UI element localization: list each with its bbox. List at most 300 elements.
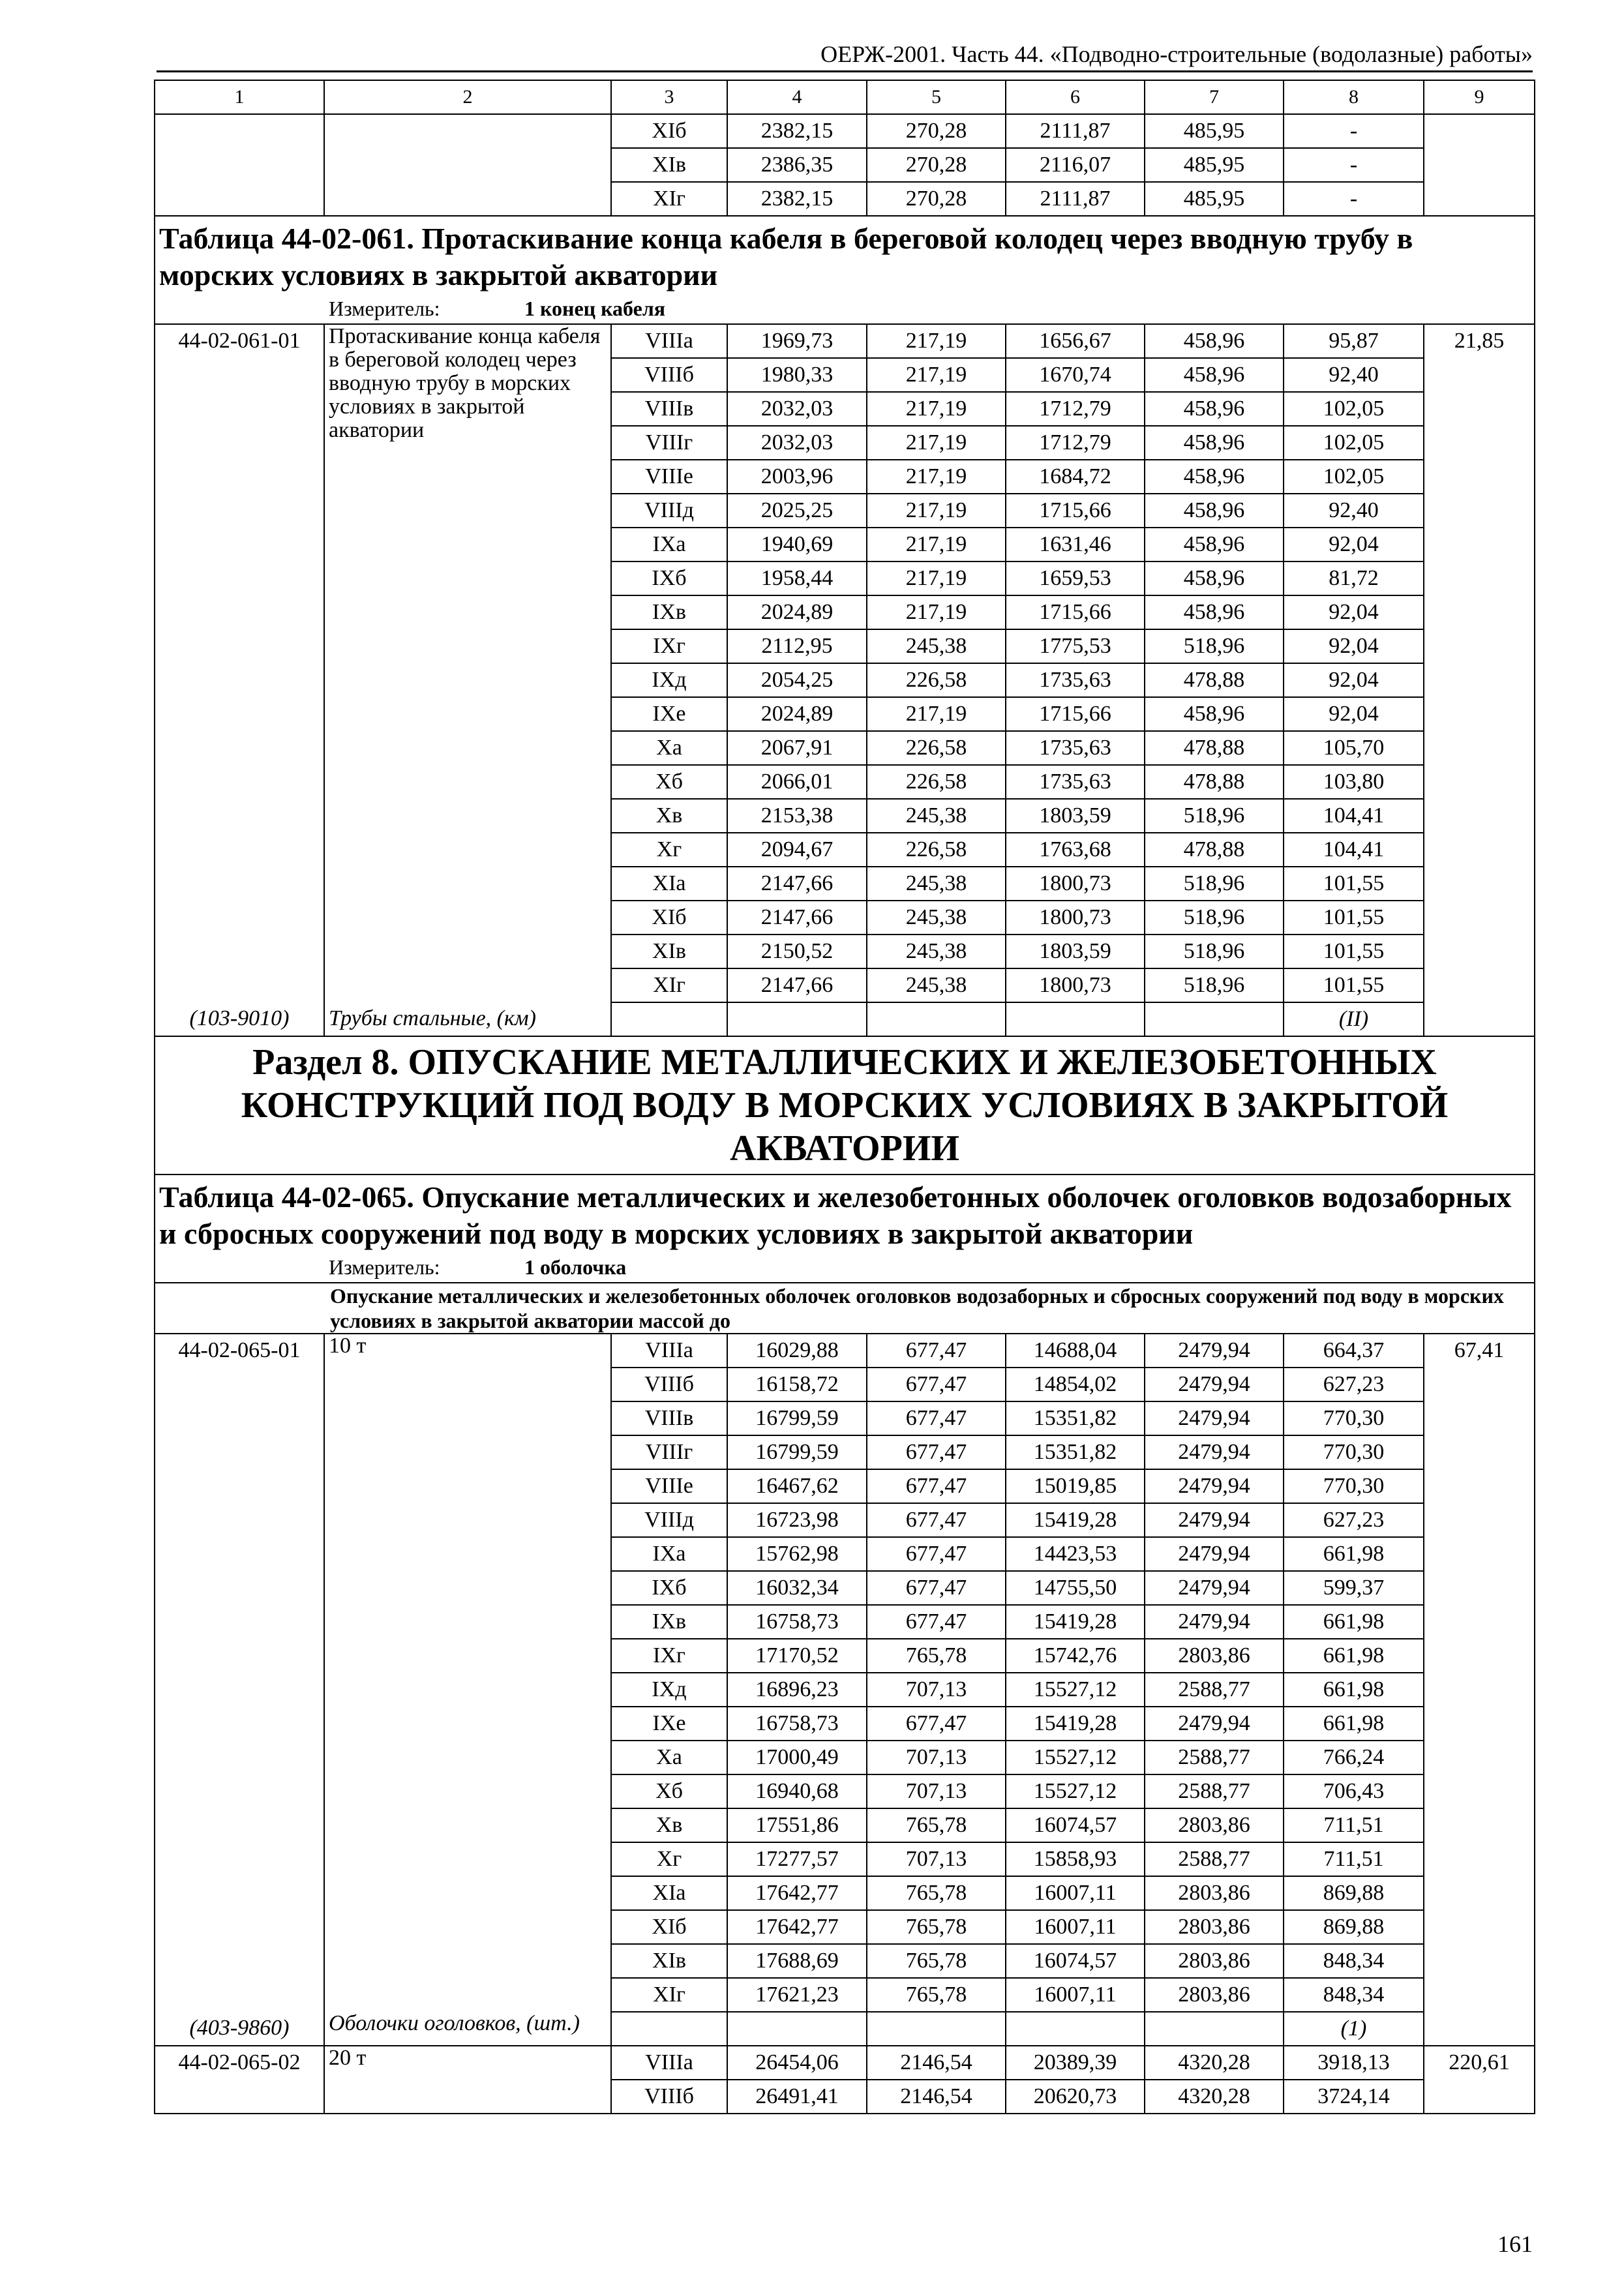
item-description: 10 т bbox=[324, 1334, 611, 2012]
machines-cell: 1800,73 bbox=[1006, 901, 1145, 935]
table-row bbox=[155, 114, 1535, 148]
wages-cell: 707,13 bbox=[867, 1673, 1006, 1707]
operator-wages-cell: 2803,86 bbox=[1145, 1639, 1284, 1673]
machines-cell: 2111,87 bbox=[1006, 114, 1145, 148]
operator-wages-cell: 485,95 bbox=[1145, 148, 1284, 182]
total-cell: 2025,25 bbox=[727, 494, 867, 528]
total-cell: 2147,66 bbox=[727, 968, 867, 1002]
table-title-row bbox=[155, 1174, 1535, 1252]
materials-cell: 627,23 bbox=[1284, 1503, 1424, 1537]
column-number: 9 bbox=[1424, 80, 1535, 114]
resource-qty: (II) bbox=[1284, 1002, 1424, 1036]
operator-wages-cell: 478,88 bbox=[1145, 663, 1284, 697]
measure-row bbox=[155, 1252, 1535, 1283]
total-cell: 1969,73 bbox=[727, 324, 867, 358]
total-cell: 2032,03 bbox=[727, 392, 867, 426]
operator-wages-cell: 2479,94 bbox=[1145, 1368, 1284, 1401]
total-cell: 16799,59 bbox=[727, 1401, 867, 1435]
column-number: 7 bbox=[1145, 80, 1284, 114]
norms-table bbox=[154, 80, 1535, 2114]
wages-cell: 245,38 bbox=[867, 968, 1006, 1002]
item-code: 44-02-065-02 bbox=[155, 2046, 324, 2114]
machines-cell: 15419,28 bbox=[1006, 1605, 1145, 1639]
resource-row bbox=[155, 2012, 1535, 2046]
wages-cell: 245,38 bbox=[867, 799, 1006, 833]
wages-cell: 2146,54 bbox=[867, 2080, 1006, 2114]
machines-cell: 15742,76 bbox=[1006, 1639, 1145, 1673]
wages-cell: 765,78 bbox=[867, 1978, 1006, 2012]
wages-cell: 677,47 bbox=[867, 1368, 1006, 1401]
materials-cell: 104,41 bbox=[1284, 833, 1424, 867]
wages-cell: 226,58 bbox=[867, 833, 1006, 867]
measure-line bbox=[155, 293, 1535, 324]
materials-cell: - bbox=[1284, 114, 1424, 148]
class-cell: Xг bbox=[611, 833, 727, 867]
class-cell: XIб bbox=[611, 1910, 727, 1944]
operator-wages-cell: 2479,94 bbox=[1145, 1469, 1284, 1503]
col9-value: 220,61 bbox=[1424, 2046, 1535, 2114]
machines-cell: 1800,73 bbox=[1006, 867, 1145, 901]
materials-cell: 661,98 bbox=[1284, 1639, 1424, 1673]
class-cell: VIIIд bbox=[611, 1503, 727, 1537]
wages-cell: 226,58 bbox=[867, 765, 1006, 799]
wages-cell: 765,78 bbox=[867, 1910, 1006, 1944]
total-cell: 17621,23 bbox=[727, 1978, 867, 2012]
machines-cell: 14423,53 bbox=[1006, 1537, 1145, 1571]
operator-wages-cell: 458,96 bbox=[1145, 697, 1284, 731]
wages-cell: 677,47 bbox=[867, 1537, 1006, 1571]
class-cell: VIIIв bbox=[611, 392, 727, 426]
materials-cell: 599,37 bbox=[1284, 1571, 1424, 1605]
machines-cell: 1735,63 bbox=[1006, 765, 1145, 799]
class-cell: IXд bbox=[611, 663, 727, 697]
wages-cell: 707,13 bbox=[867, 1741, 1006, 1774]
wages-cell: 217,19 bbox=[867, 392, 1006, 426]
class-cell: VIIIг bbox=[611, 1435, 727, 1469]
machines-cell: 16007,11 bbox=[1006, 1910, 1145, 1944]
operator-wages-cell: 518,96 bbox=[1145, 629, 1284, 663]
class-cell: IXг bbox=[611, 629, 727, 663]
group-title: Опускание металлических и железобетонных оболочек оголовков водозаборных и сбросных сооружений под воду в морских условиях в закрытой акватории массой до bbox=[155, 1283, 1535, 1334]
section-title: Раздел 8. ОПУСКАНИЕ МЕТАЛЛИЧЕСКИХ И ЖЕЛЕЗОБЕТОННЫХ КОНСТРУКЦИЙ ПОД ВОДУ В МОРСКИХ УСЛОВИЯХ В ЗАКРЫТОЙ АКВАТОРИИ bbox=[155, 1036, 1535, 1174]
column-number: 4 bbox=[727, 80, 867, 114]
wages-cell: 226,58 bbox=[867, 663, 1006, 697]
class-cell: VIIIе bbox=[611, 1469, 727, 1503]
materials-cell: 661,98 bbox=[1284, 1707, 1424, 1741]
wages-cell: 2146,54 bbox=[867, 2046, 1006, 2080]
operator-wages-cell: 458,96 bbox=[1145, 561, 1284, 595]
materials-cell: 3724,14 bbox=[1284, 2080, 1424, 2114]
measure-value: 1 конец кабеля bbox=[524, 297, 666, 320]
measure-label: Измеритель: bbox=[329, 1255, 440, 1279]
machines-cell: 1715,66 bbox=[1006, 595, 1145, 629]
measure-row bbox=[155, 293, 1535, 324]
machines-cell: 1803,59 bbox=[1006, 935, 1145, 968]
class-cell: IXв bbox=[611, 595, 727, 629]
wages-cell: 217,19 bbox=[867, 426, 1006, 460]
column-number: 5 bbox=[867, 80, 1006, 114]
class-cell: VIIIб bbox=[611, 358, 727, 392]
total-cell: 1958,44 bbox=[727, 561, 867, 595]
machines-cell: 1656,67 bbox=[1006, 324, 1145, 358]
operator-wages-cell: 458,96 bbox=[1145, 595, 1284, 629]
wages-cell: 707,13 bbox=[867, 1774, 1006, 1808]
class-cell: VIIIа bbox=[611, 2046, 727, 2080]
wages-cell: 765,78 bbox=[867, 1808, 1006, 1842]
machines-cell: 15351,82 bbox=[1006, 1435, 1145, 1469]
operator-wages-cell: 458,96 bbox=[1145, 494, 1284, 528]
total-cell: 15762,98 bbox=[727, 1537, 867, 1571]
machines-cell: 1715,66 bbox=[1006, 697, 1145, 731]
materials-cell: 105,70 bbox=[1284, 731, 1424, 765]
materials-cell: 101,55 bbox=[1284, 867, 1424, 901]
operator-wages-cell: 485,95 bbox=[1145, 182, 1284, 216]
materials-cell: 92,04 bbox=[1284, 697, 1424, 731]
class-cell: XIв bbox=[611, 148, 727, 182]
class-cell: XIв bbox=[611, 935, 727, 968]
machines-cell: 15527,12 bbox=[1006, 1774, 1145, 1808]
machines-cell: 16007,11 bbox=[1006, 1978, 1145, 2012]
operator-wages-cell: 478,88 bbox=[1145, 731, 1284, 765]
materials-cell: 101,55 bbox=[1284, 935, 1424, 968]
total-cell: 16032,34 bbox=[727, 1571, 867, 1605]
machines-cell: 14854,02 bbox=[1006, 1368, 1145, 1401]
operator-wages-cell: 4320,28 bbox=[1145, 2046, 1284, 2080]
operator-wages-cell: 2479,94 bbox=[1145, 1707, 1284, 1741]
materials-cell: 92,04 bbox=[1284, 528, 1424, 561]
total-cell: 2147,66 bbox=[727, 901, 867, 935]
total-cell: 2066,01 bbox=[727, 765, 867, 799]
empty-cell bbox=[1006, 1002, 1145, 1036]
operator-wages-cell: 458,96 bbox=[1145, 392, 1284, 426]
wages-cell: 270,28 bbox=[867, 148, 1006, 182]
class-cell: XIг bbox=[611, 968, 727, 1002]
class-cell: XIа bbox=[611, 867, 727, 901]
materials-cell: 770,30 bbox=[1284, 1401, 1424, 1435]
machines-cell: 14755,50 bbox=[1006, 1571, 1145, 1605]
machines-cell: 16074,57 bbox=[1006, 1808, 1145, 1842]
class-cell: VIIIа bbox=[611, 324, 727, 358]
class-cell: IXд bbox=[611, 1673, 727, 1707]
operator-wages-cell: 458,96 bbox=[1145, 426, 1284, 460]
empty-cell bbox=[1006, 2012, 1145, 2046]
wages-cell: 677,47 bbox=[867, 1707, 1006, 1741]
total-cell: 16723,98 bbox=[727, 1503, 867, 1537]
operator-wages-cell: 2588,77 bbox=[1145, 1842, 1284, 1876]
operator-wages-cell: 2803,86 bbox=[1145, 1808, 1284, 1842]
materials-cell: 102,05 bbox=[1284, 426, 1424, 460]
wages-cell: 226,58 bbox=[867, 731, 1006, 765]
wages-cell: 217,19 bbox=[867, 561, 1006, 595]
machines-cell: 15858,93 bbox=[1006, 1842, 1145, 1876]
empty-cell bbox=[1424, 2012, 1535, 2046]
machines-cell: 1659,53 bbox=[1006, 561, 1145, 595]
class-cell: Xб bbox=[611, 1774, 727, 1808]
total-cell: 2112,95 bbox=[727, 629, 867, 663]
item-description: 20 т bbox=[324, 2046, 611, 2114]
total-cell: 2003,96 bbox=[727, 460, 867, 494]
materials-cell: 103,80 bbox=[1284, 765, 1424, 799]
wages-cell: 245,38 bbox=[867, 901, 1006, 935]
machines-cell: 1715,66 bbox=[1006, 494, 1145, 528]
col9-value: 67,41 bbox=[1424, 1334, 1535, 2012]
machines-cell: 15419,28 bbox=[1006, 1707, 1145, 1741]
materials-cell: 711,51 bbox=[1284, 1808, 1424, 1842]
wages-cell: 677,47 bbox=[867, 1605, 1006, 1639]
wages-cell: 677,47 bbox=[867, 1469, 1006, 1503]
class-cell: IXг bbox=[611, 1639, 727, 1673]
class-cell: VIIIд bbox=[611, 494, 727, 528]
class-cell: XIв bbox=[611, 1944, 727, 1978]
materials-cell: 3918,13 bbox=[1284, 2046, 1424, 2080]
machines-cell: 1684,72 bbox=[1006, 460, 1145, 494]
total-cell: 16940,68 bbox=[727, 1774, 867, 1808]
total-cell: 17551,86 bbox=[727, 1808, 867, 1842]
column-numbers-row bbox=[155, 80, 1535, 114]
column-number: 2 bbox=[324, 80, 611, 114]
operator-wages-cell: 2479,94 bbox=[1145, 1571, 1284, 1605]
machines-cell: 16007,11 bbox=[1006, 1876, 1145, 1910]
machines-cell: 1800,73 bbox=[1006, 968, 1145, 1002]
wages-cell: 245,38 bbox=[867, 629, 1006, 663]
table-row bbox=[155, 1334, 1535, 1368]
measure-label: Измеритель: bbox=[329, 297, 440, 320]
class-cell: VIIIа bbox=[611, 1334, 727, 1368]
page-header: ОЕРЖ-2001. Часть 44. «Подводно-строительные (водолазные) работы» bbox=[820, 41, 1533, 67]
machines-cell: 20620,73 bbox=[1006, 2080, 1145, 2114]
wages-cell: 677,47 bbox=[867, 1401, 1006, 1435]
class-cell: XIб bbox=[611, 114, 727, 148]
resource-code: (103-9010) bbox=[155, 1002, 324, 1036]
class-cell: VIIIб bbox=[611, 2080, 727, 2114]
class-cell: XIг bbox=[611, 1978, 727, 2012]
wages-cell: 217,19 bbox=[867, 697, 1006, 731]
empty-cell bbox=[727, 2012, 867, 2046]
total-cell: 2054,25 bbox=[727, 663, 867, 697]
materials-cell: 81,72 bbox=[1284, 561, 1424, 595]
total-cell: 1980,33 bbox=[727, 358, 867, 392]
total-cell: 17000,49 bbox=[727, 1741, 867, 1774]
materials-cell: 92,04 bbox=[1284, 595, 1424, 629]
total-cell: 2032,03 bbox=[727, 426, 867, 460]
wages-cell: 677,47 bbox=[867, 1571, 1006, 1605]
total-cell: 16029,88 bbox=[727, 1334, 867, 1368]
item-description: Протаскивание конца кабеля в береговой колодец через вводную трубу в морских условиях в закрытой акватории bbox=[324, 324, 611, 1002]
total-cell: 16896,23 bbox=[727, 1673, 867, 1707]
table-row bbox=[155, 324, 1535, 358]
machines-cell: 1803,59 bbox=[1006, 799, 1145, 833]
total-cell: 16758,73 bbox=[727, 1707, 867, 1741]
empty-code-cell bbox=[155, 114, 324, 216]
machines-cell: 1670,74 bbox=[1006, 358, 1145, 392]
machines-cell: 1763,68 bbox=[1006, 833, 1145, 867]
materials-cell: 627,23 bbox=[1284, 1368, 1424, 1401]
class-cell: VIIIв bbox=[611, 1401, 727, 1435]
wages-cell: 677,47 bbox=[867, 1435, 1006, 1469]
operator-wages-cell: 2479,94 bbox=[1145, 1537, 1284, 1571]
total-cell: 17170,52 bbox=[727, 1639, 867, 1673]
wages-cell: 217,19 bbox=[867, 595, 1006, 629]
machines-cell: 1775,53 bbox=[1006, 629, 1145, 663]
operator-wages-cell: 518,96 bbox=[1145, 935, 1284, 968]
operator-wages-cell: 2803,86 bbox=[1145, 1978, 1284, 2012]
wages-cell: 245,38 bbox=[867, 935, 1006, 968]
materials-cell: 848,34 bbox=[1284, 1978, 1424, 2012]
operator-wages-cell: 2479,94 bbox=[1145, 1503, 1284, 1537]
operator-wages-cell: 2479,94 bbox=[1145, 1605, 1284, 1639]
class-cell: Xа bbox=[611, 1741, 727, 1774]
materials-cell: 661,98 bbox=[1284, 1673, 1424, 1707]
operator-wages-cell: 518,96 bbox=[1145, 968, 1284, 1002]
operator-wages-cell: 478,88 bbox=[1145, 765, 1284, 799]
column-number: 3 bbox=[611, 80, 727, 114]
operator-wages-cell: 2479,94 bbox=[1145, 1435, 1284, 1469]
group-title-row bbox=[155, 1283, 1535, 1334]
total-cell: 26491,41 bbox=[727, 2080, 867, 2114]
wages-cell: 270,28 bbox=[867, 114, 1006, 148]
total-cell: 2024,89 bbox=[727, 697, 867, 731]
class-cell: VIIIг bbox=[611, 426, 727, 460]
wages-cell: 217,19 bbox=[867, 460, 1006, 494]
resource-name: Трубы стальные, (км) bbox=[324, 1002, 611, 1036]
empty-cell bbox=[1145, 2012, 1284, 2046]
operator-wages-cell: 458,96 bbox=[1145, 460, 1284, 494]
class-cell: IXб bbox=[611, 561, 727, 595]
header-rule bbox=[157, 70, 1533, 72]
machines-cell: 2111,87 bbox=[1006, 182, 1145, 216]
materials-cell: 104,41 bbox=[1284, 799, 1424, 833]
operator-wages-cell: 485,95 bbox=[1145, 114, 1284, 148]
empty-desc-cell bbox=[324, 114, 611, 216]
materials-cell: 92,04 bbox=[1284, 663, 1424, 697]
wages-cell: 217,19 bbox=[867, 358, 1006, 392]
materials-cell: 92,04 bbox=[1284, 629, 1424, 663]
wages-cell: 765,78 bbox=[867, 1876, 1006, 1910]
column-number: 8 bbox=[1284, 80, 1424, 114]
empty-cell bbox=[611, 1002, 727, 1036]
resource-qty: (1) bbox=[1284, 2012, 1424, 2046]
materials-cell: 95,87 bbox=[1284, 324, 1424, 358]
class-cell: Xб bbox=[611, 765, 727, 799]
machines-cell: 14688,04 bbox=[1006, 1334, 1145, 1368]
table-title: Таблица 44-02-065. Опускание металлических и железобетонных оболочек оголовков водозаборных и сбросных сооружений под воду в морских условиях в закрытой акватории bbox=[155, 1174, 1535, 1252]
col9-value: 21,85 bbox=[1424, 324, 1535, 1002]
materials-cell: 770,30 bbox=[1284, 1435, 1424, 1469]
total-cell: 2153,38 bbox=[727, 799, 867, 833]
class-cell: IXа bbox=[611, 528, 727, 561]
materials-cell: 661,98 bbox=[1284, 1537, 1424, 1571]
machines-cell: 2116,07 bbox=[1006, 148, 1145, 182]
total-cell: 16799,59 bbox=[727, 1435, 867, 1469]
materials-cell: 766,24 bbox=[1284, 1741, 1424, 1774]
empty-cell bbox=[727, 1002, 867, 1036]
operator-wages-cell: 518,96 bbox=[1145, 867, 1284, 901]
wages-cell: 217,19 bbox=[867, 324, 1006, 358]
materials-cell: 102,05 bbox=[1284, 460, 1424, 494]
materials-cell: 92,40 bbox=[1284, 494, 1424, 528]
total-cell: 16758,73 bbox=[727, 1605, 867, 1639]
class-cell: IXб bbox=[611, 1571, 727, 1605]
total-cell: 2094,67 bbox=[727, 833, 867, 867]
machines-cell: 15527,12 bbox=[1006, 1741, 1145, 1774]
table-title: Таблица 44-02-061. Протаскивание конца кабеля в береговой колодец через вводную трубу в морских условиях в закрытой акватории bbox=[155, 216, 1535, 293]
class-cell: Xв bbox=[611, 1808, 727, 1842]
wages-cell: 677,47 bbox=[867, 1334, 1006, 1368]
materials-cell: 848,34 bbox=[1284, 1944, 1424, 1978]
total-cell: 2067,91 bbox=[727, 731, 867, 765]
operator-wages-cell: 2588,77 bbox=[1145, 1741, 1284, 1774]
machines-cell: 1631,46 bbox=[1006, 528, 1145, 561]
measure-value: 1 оболочка bbox=[524, 1255, 627, 1279]
empty-cell bbox=[611, 2012, 727, 2046]
machines-cell: 15419,28 bbox=[1006, 1503, 1145, 1537]
class-cell: XIб bbox=[611, 901, 727, 935]
total-cell: 2147,66 bbox=[727, 867, 867, 901]
materials-cell: 706,43 bbox=[1284, 1774, 1424, 1808]
measure-line bbox=[155, 1252, 1535, 1283]
operator-wages-cell: 2803,86 bbox=[1145, 1876, 1284, 1910]
class-cell: Xа bbox=[611, 731, 727, 765]
operator-wages-cell: 458,96 bbox=[1145, 528, 1284, 561]
class-cell: IXа bbox=[611, 1537, 727, 1571]
machines-cell: 1712,79 bbox=[1006, 392, 1145, 426]
total-cell: 2024,89 bbox=[727, 595, 867, 629]
class-cell: IXв bbox=[611, 1605, 727, 1639]
section-row bbox=[155, 1036, 1535, 1174]
total-cell: 1940,69 bbox=[727, 528, 867, 561]
total-cell: 2386,35 bbox=[727, 148, 867, 182]
resource-name: Оболочки оголовков, (шт.) bbox=[324, 2012, 611, 2046]
materials-cell: 869,88 bbox=[1284, 1910, 1424, 1944]
column-number: 6 bbox=[1006, 80, 1145, 114]
wages-cell: 270,28 bbox=[867, 182, 1006, 216]
empty-cell bbox=[867, 2012, 1006, 2046]
empty-cell bbox=[867, 1002, 1006, 1036]
wages-cell: 765,78 bbox=[867, 1639, 1006, 1673]
total-cell: 17642,77 bbox=[727, 1876, 867, 1910]
materials-cell: 661,98 bbox=[1284, 1605, 1424, 1639]
operator-wages-cell: 518,96 bbox=[1145, 901, 1284, 935]
machines-cell: 16074,57 bbox=[1006, 1944, 1145, 1978]
class-cell: XIг bbox=[611, 182, 727, 216]
wages-cell: 677,47 bbox=[867, 1503, 1006, 1537]
materials-cell: 92,40 bbox=[1284, 358, 1424, 392]
empty-col9-cell bbox=[1424, 114, 1535, 216]
machines-cell: 15351,82 bbox=[1006, 1401, 1145, 1435]
item-code: 44-02-061-01 bbox=[155, 324, 324, 1002]
materials-cell: 101,55 bbox=[1284, 968, 1424, 1002]
materials-cell: - bbox=[1284, 182, 1424, 216]
materials-cell: 101,55 bbox=[1284, 901, 1424, 935]
wages-cell: 245,38 bbox=[867, 867, 1006, 901]
total-cell: 2150,52 bbox=[727, 935, 867, 968]
machines-cell: 20389,39 bbox=[1006, 2046, 1145, 2080]
wages-cell: 707,13 bbox=[867, 1842, 1006, 1876]
total-cell: 26454,06 bbox=[727, 2046, 867, 2080]
wages-cell: 765,78 bbox=[867, 1944, 1006, 1978]
operator-wages-cell: 2479,94 bbox=[1145, 1334, 1284, 1368]
total-cell: 2382,15 bbox=[727, 182, 867, 216]
operator-wages-cell: 2479,94 bbox=[1145, 1401, 1284, 1435]
machines-cell: 15019,85 bbox=[1006, 1469, 1145, 1503]
empty-cell bbox=[1145, 1002, 1284, 1036]
empty-cell bbox=[1424, 1002, 1535, 1036]
operator-wages-cell: 458,96 bbox=[1145, 324, 1284, 358]
column-number: 1 bbox=[155, 80, 324, 114]
table-title-row bbox=[155, 216, 1535, 293]
operator-wages-cell: 2803,86 bbox=[1145, 1910, 1284, 1944]
item-code: 44-02-065-01 bbox=[155, 1334, 324, 2012]
